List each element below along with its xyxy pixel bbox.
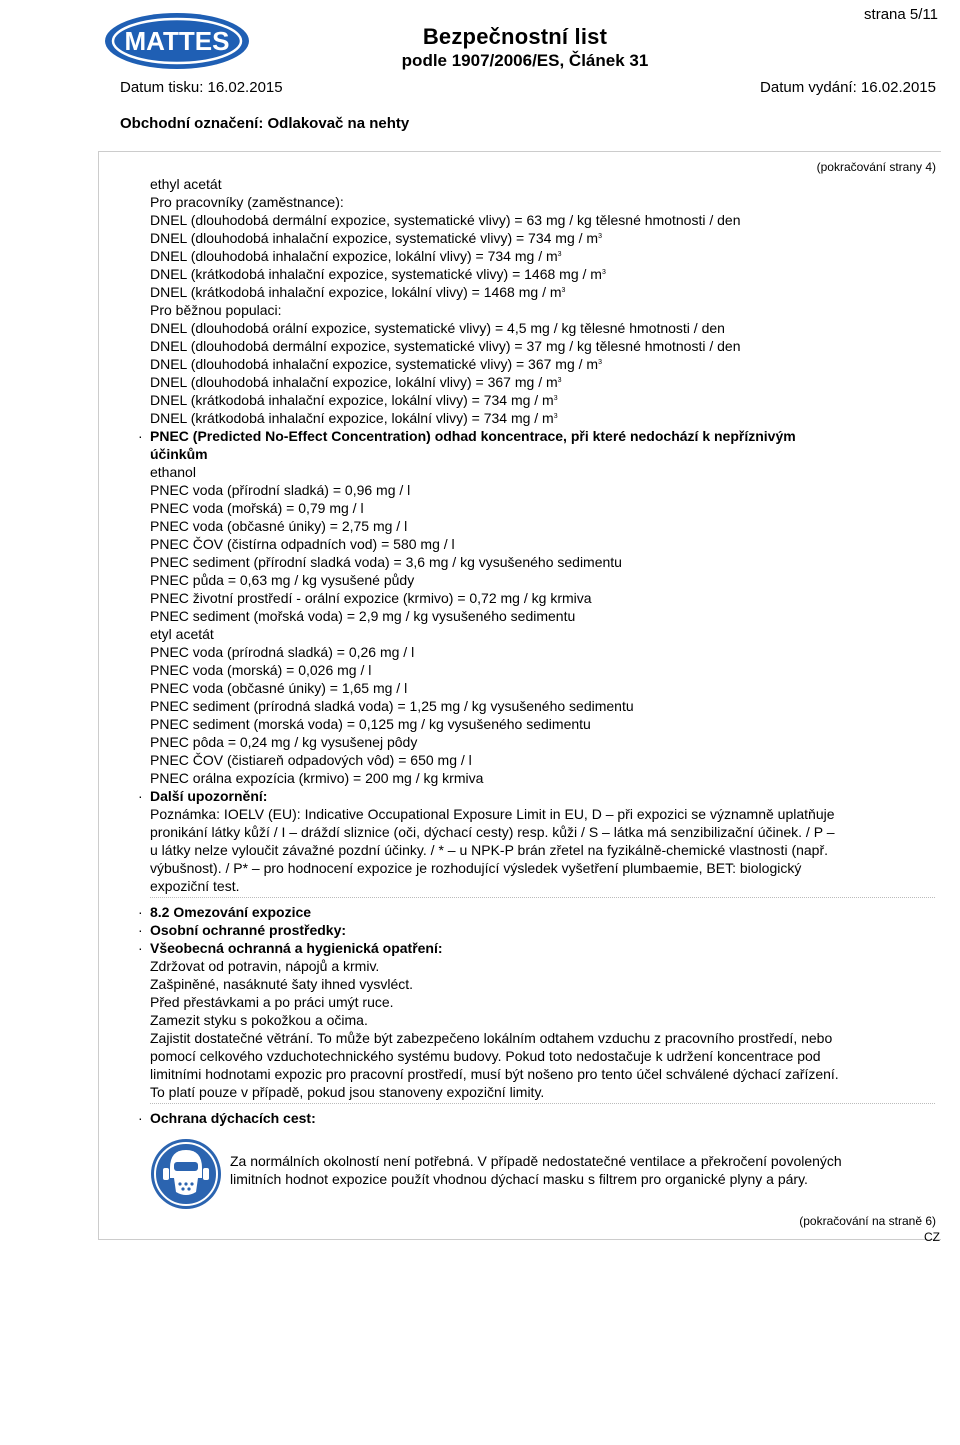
pnec-line: PNEC sediment (mořská voda) = 2,9 mg / kg vysušeného sedimentu bbox=[150, 608, 576, 624]
hygiene-line: Zamezit styku s pokožkou a očima. bbox=[150, 1012, 368, 1028]
continued-from: (pokračování strany 4) bbox=[816, 160, 936, 174]
pnec-line: PNEC pôda = 0,24 mg / kg vysušenej pôdy bbox=[150, 734, 418, 750]
bullet: · bbox=[138, 904, 143, 920]
respiratory-heading: Ochrana dýchacích cest: bbox=[150, 1110, 316, 1126]
pnec-line: PNEC voda (prírodná sladká) = 0,26 mg / l bbox=[150, 644, 415, 660]
hygiene-line: To platí pouze v případě, pokud jsou stanoveny expoziční limity. bbox=[150, 1084, 545, 1100]
further-note-line: Poznámka: IOELV (EU): Indicative Occupational Exposure Limit in EU, D – při expozici se významně uplatňuje bbox=[150, 806, 835, 822]
pnec-line: PNEC orálna expozícia (krmivo) = 200 mg / kg krmiva bbox=[150, 770, 484, 786]
pnec-line: etyl acetát bbox=[150, 626, 214, 642]
dnel-line: DNEL (krátkodobá inhalační expozice, lokální vlivy) = 734 mg / $m^3$ bbox=[150, 392, 558, 408]
dnel-line: DNEL (krátkodobá inhalační expozice, lokální vlivy) = 1468 mg / $m^3$ bbox=[150, 284, 566, 300]
hygiene-line: Zajistit dostatečné větrání. To může být zabezpečeno lokálním odtahem vzduchu z pracovního prostředí, nebo bbox=[150, 1030, 833, 1046]
dnel-line: DNEL (dlouhodobá orální expozice, systematické vlivy) = 4,5 mg / kg tělesné hmotnosti / den bbox=[150, 320, 725, 336]
hygiene-line: Zdržovat od potravin, nápojů a krmiv. bbox=[150, 958, 380, 974]
section-8-2-heading: 8.2 Omezování expozice bbox=[150, 904, 312, 920]
further-notes-heading: Další upozornění: bbox=[150, 788, 268, 804]
dnel-line: DNEL (krátkodobá inhalační expozice, systematické vlivy) = 1468 mg / $m^3$ bbox=[150, 266, 606, 282]
dnel-line: DNEL (dlouhodobá inhalační expozice, lokální vlivy) = 734 mg / $m^3$ bbox=[150, 248, 562, 264]
print-date: Datum tisku: 16.02.2015 bbox=[120, 79, 283, 96]
page-number: strana 5/11 bbox=[864, 6, 938, 23]
pnec-line: PNEC životní prostředí - orální expozice (krmivo) = 0,72 mg / kg krmiva bbox=[150, 590, 592, 606]
hygiene-heading: Všeobecná ochranná a hygienická opatření: bbox=[150, 940, 443, 956]
pnec-line: PNEC ČOV (čistírna odpadních vod) = 580 mg / l bbox=[150, 536, 455, 552]
language-code: CZ bbox=[924, 1230, 940, 1244]
respirator-mask-icon bbox=[150, 1138, 222, 1210]
respiratory-text: Za normálních okolností není potřebná. V případě nedostatečné ventilace a překročení povolených limitních hodnot expozice použít vhodnou dýchací masku s filtrem pro organické plyny a páry. bbox=[230, 1153, 842, 1187]
issue-date: Datum vydání: 16.02.2015 bbox=[760, 79, 936, 96]
bullet: · bbox=[138, 428, 143, 444]
pnec-line: PNEC voda (přírodní sladká) = 0,96 mg / l bbox=[150, 482, 411, 498]
pnec-heading-cont: účinkům bbox=[150, 446, 208, 462]
bullet: · bbox=[138, 940, 143, 956]
pnec-line: PNEC voda (občasné úniky) = 1,65 mg / l bbox=[150, 680, 408, 696]
pnec-line: PNEC sediment (prírodná sladká voda) = 1,25 mg / kg vysušeného sedimentu bbox=[150, 698, 634, 714]
further-note-line: pronikání látky kůží / I – dráždí sliznice (oči, dýchací cesty) resp. kůži / S – látka má senzibilizační účinek. / P – bbox=[150, 824, 835, 840]
dnel-line: DNEL (dlouhodobá inhalační expozice, systematické vlivy) = 734 mg / $m^3$ bbox=[150, 230, 602, 246]
bullet: · bbox=[138, 1110, 143, 1126]
hygiene-line: Zašpiněné, nasáknuté šaty ihned vysvléct. bbox=[150, 976, 414, 992]
dotted-separator bbox=[150, 1103, 935, 1104]
pnec-line: PNEC sediment (morská voda) = 0,125 mg / kg vysušeného sedimentu bbox=[150, 716, 591, 732]
bullet: · bbox=[138, 922, 143, 938]
pnec-heading: PNEC (Predicted No-Effect Concentration) odhad koncentrace, při které nedochází k nepříznivým bbox=[150, 428, 796, 444]
further-note-line: u látky nelze vyloučit závažné pozdní účinky. / * – u NPK-P brán zřetel na fyzikálně-chemické vlastnosti (např. bbox=[150, 842, 829, 858]
further-note-line: expoziční test. bbox=[150, 878, 240, 894]
dnel-line: ethyl acetát bbox=[150, 176, 222, 192]
dnel-line: DNEL (dlouhodobá dermální expozice, systematické vlivy) = 37 mg / kg tělesné hmotnosti / den bbox=[150, 338, 741, 354]
bullet: · bbox=[138, 788, 143, 804]
pnec-line: PNEC ČOV (čistiareň odpadových vôd) = 650 mg / l bbox=[150, 752, 472, 768]
dnel-line: DNEL (dlouhodobá inhalační expozice, lokální vlivy) = 367 mg / $m^3$ bbox=[150, 374, 562, 390]
mattes-logo bbox=[104, 12, 250, 70]
document-subtitle: podle 1907/2006/ES, Článek 31 bbox=[401, 51, 649, 70]
pnec-line: PNEC voda (mořská) = 0,79 mg / l bbox=[150, 500, 364, 516]
dnel-line: DNEL (dlouhodobá dermální expozice, systematické vlivy) = 63 mg / kg tělesné hmotnosti / den bbox=[150, 212, 741, 228]
pnec-line: PNEC půda = 0,63 mg / kg vysušené půdy bbox=[150, 572, 415, 588]
dnel-line: Pro běžnou populaci: bbox=[150, 302, 282, 318]
pnec-line: PNEC sediment (přírodní sladká voda) = 3,6 mg / kg vysušeného sedimentu bbox=[150, 554, 622, 570]
pnec-line: ethanol bbox=[150, 464, 196, 480]
dnel-line: DNEL (krátkodobá inhalační expozice, lokální vlivy) = 734 mg / $m^3$ bbox=[150, 410, 558, 426]
svg-text:MATTES: MATTES bbox=[124, 26, 230, 56]
pnec-line: PNEC voda (morská) = 0,026 mg / l bbox=[150, 662, 372, 678]
further-note-line: výbušnost). / P* – pro hodnocení expozice je rozhodující výsledek vyšetření plumbaemie, BET: biologický bbox=[150, 860, 802, 876]
pnec-line: PNEC voda (občasné úniky) = 2,75 mg / l bbox=[150, 518, 408, 534]
trade-name: Obchodní označení: Odlakovač na nehty bbox=[120, 115, 410, 132]
hygiene-line: Před přestávkami a po práci umýt ruce. bbox=[150, 994, 394, 1010]
continued-to: (pokračování na straně 6) bbox=[799, 1214, 936, 1228]
document-title: Bezpečnostní list bbox=[422, 24, 608, 49]
dnel-line: Pro pracovníky (zaměstnance): bbox=[150, 194, 344, 210]
hygiene-line: pomocí celkového vzduchotechnického systému budovy. Pokud toto nedostačuje k udržení koncentrace pod bbox=[150, 1048, 821, 1064]
hygiene-line: limitními hodnotami expozic pro pracovní prostředí, musí být nošeno pro tento účel schválené dýchací zařízení. bbox=[150, 1066, 839, 1082]
ppe-heading: Osobní ochranné prostředky: bbox=[150, 922, 347, 938]
dotted-separator bbox=[150, 897, 935, 898]
dnel-line: DNEL (dlouhodobá inhalační expozice, systematické vlivy) = 367 mg / $m^3$ bbox=[150, 356, 602, 372]
